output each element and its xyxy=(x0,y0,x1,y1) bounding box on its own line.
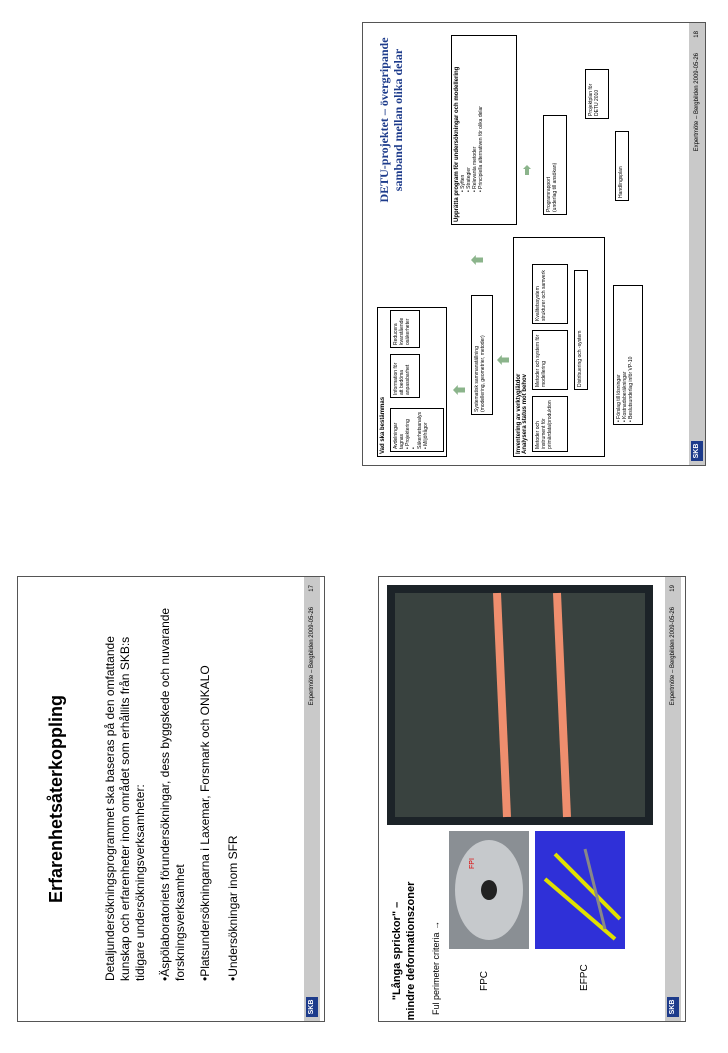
arrow-3 xyxy=(471,255,483,265)
box-proj: Projektplan för DETU 2010 xyxy=(585,69,609,119)
slide-title-2: mindre deformationszoner xyxy=(405,881,417,1021)
box-inv1: Metoder och instrument för primärdata/produktion xyxy=(532,396,568,452)
box-inv-head: Inventering av verktyg/ätdor Analysera status mot behov xyxy=(516,373,528,454)
slide-flowchart-content xyxy=(363,23,705,465)
box-upp-list: • Syften • Strategier • Relevanta metoder • Principiella alternativen för olika delar xyxy=(460,106,484,192)
box-vad-col3: Reducera kvarstående osäkerheter xyxy=(390,310,420,348)
box-hand: Handlingsplan xyxy=(615,131,629,201)
slide-erfarenhet xyxy=(17,576,325,1022)
footer-text: Expertmöte – Bergbilden 2009-05-26 xyxy=(670,607,676,706)
slide-title-1: "Långa sprickor" – xyxy=(391,901,403,1001)
slide-number: 17 xyxy=(309,585,315,592)
box-vad-col2: Information för att bedöma anpassbarhet xyxy=(390,354,420,398)
footer xyxy=(304,577,320,1021)
tunnel-photo xyxy=(449,831,529,949)
bullet-3: •Undersökningar inom SFR xyxy=(226,835,240,981)
skb-logo: SKB xyxy=(667,997,679,1017)
footer-text: Expertmöte – Bergbilden 2009-05-26 xyxy=(694,53,700,152)
footer xyxy=(665,577,681,1021)
footer-text: Expertmöte – Bergbilden 2009-05-26 xyxy=(309,607,315,706)
bullet-2: •Platsundersökningarna i Laxemar, Forsmark och ONKALO xyxy=(198,665,212,981)
box-vad-col1: Avdelningar tagnas • Projektering • Säkerhetsanalys • Miljöfrågor xyxy=(390,408,444,452)
box-dist: Distribuering och -system xyxy=(574,270,588,390)
box-vad-heading: Vad ska bestämmas xyxy=(380,396,386,454)
skb-logo: SKB xyxy=(306,997,318,1017)
box-fors: • Förslag till lösningar • Kostnadsberäkningar • Beslutsunderlag inför VP-10 xyxy=(613,285,643,425)
flow-title: DETU-projektet – övergripande samband mellan olika delar xyxy=(377,37,405,203)
box-sam: Systematisk sammanställning (modellering, geometrier, metoder) xyxy=(471,295,493,415)
slide-title: Erfarenhetsåterkoppling xyxy=(46,694,66,904)
arrow-2 xyxy=(497,355,509,365)
box-inv xyxy=(513,237,605,457)
box-upp-head: Upprätta program för undersökningar och modellering xyxy=(454,66,460,222)
subtitle: Ful perimeter criteria → xyxy=(431,920,441,1015)
slide-number: 19 xyxy=(670,585,676,592)
bullet-1: •Äspölaboratoriets förundersökningar, dess byggskede och nuvarande forskningsverksamhet xyxy=(158,607,187,981)
box-vad xyxy=(377,307,447,457)
box-inv2: Metoder och system för modellering xyxy=(532,330,568,390)
slide-sprickor-content xyxy=(379,577,685,1021)
skb-logo: SKB xyxy=(691,441,703,461)
arrow-4 xyxy=(523,165,531,175)
fpi-label: FPI xyxy=(469,858,476,869)
label-efpc: EFPC xyxy=(579,964,590,991)
box-inv3: Kvalitetssystem strukturer och samverk xyxy=(532,264,568,324)
box-prog: Programrapport (underlag till ansökan) xyxy=(543,115,567,215)
label-fpc: FPC xyxy=(479,971,490,991)
efpc-diagram xyxy=(535,831,625,949)
core-sample-photo xyxy=(387,585,653,825)
arrow-1 xyxy=(453,385,465,395)
slide-number: 18 xyxy=(694,31,700,38)
slide-flowchart xyxy=(362,22,706,466)
slide-erfarenhet-content xyxy=(18,577,324,1021)
box-upp xyxy=(451,35,517,225)
slide-sprickor xyxy=(378,576,686,1022)
footer xyxy=(689,23,705,465)
intro-text: Detaljundersökningsprogrammet ska baseras på den omfattande kunskap och erfarenheter inom området som erhållits från SKB:s tidigare undersökningsverksamheter: xyxy=(103,636,147,981)
